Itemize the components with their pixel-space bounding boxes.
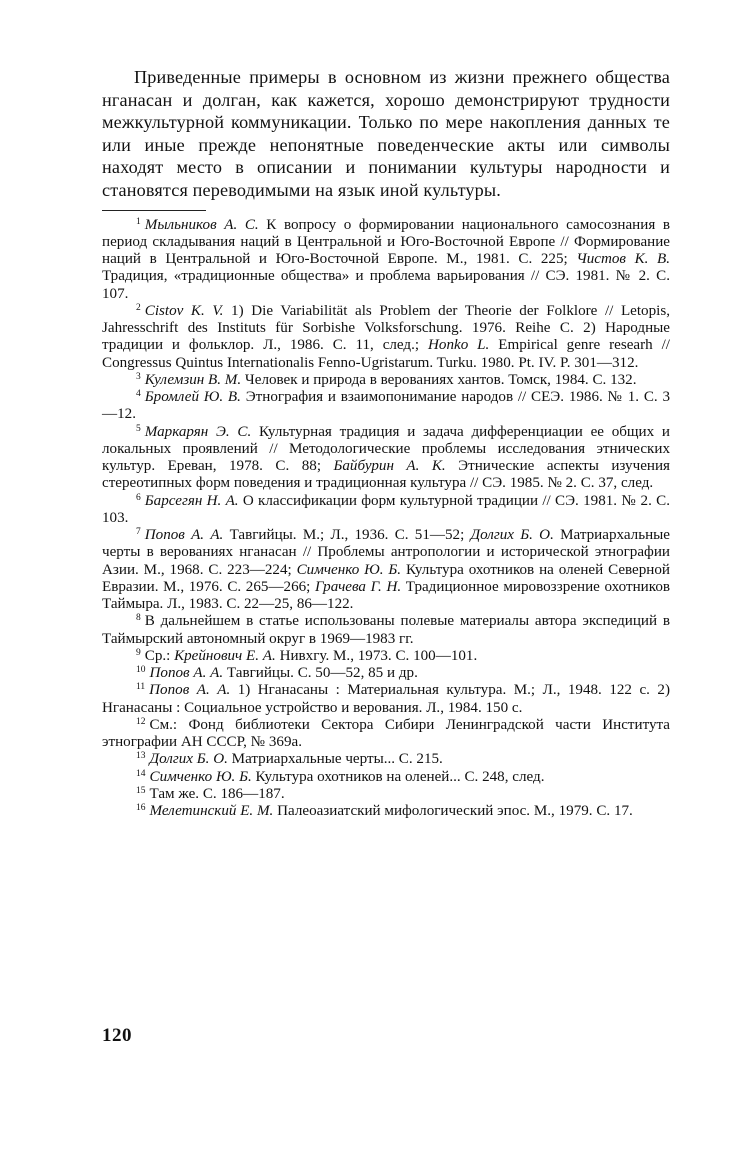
footnote-11 <box>102 682 670 717</box>
footnote-text: Нивхгу. М., 1973. С. 100—101. <box>275 647 478 664</box>
footnote-text: Человек и природа в верованиях хантов. Томск, 1984. С. 132. <box>241 371 637 388</box>
footnote-number: 14 <box>136 768 146 779</box>
footnote-12 <box>102 717 670 752</box>
footnote-2 <box>102 303 670 372</box>
footnote-number: 13 <box>136 751 146 762</box>
footnote-number: 16 <box>136 803 146 814</box>
footnote-1 <box>102 217 670 303</box>
footnote-number: 9 <box>136 647 141 658</box>
footnote-text: См.: Фонд библиотеки Сектора Сибири Ленинградской части Института этнографии АН СССР, № 369а. <box>102 716 670 751</box>
footnote-number: 5 <box>136 423 141 434</box>
footnote-author: Мелетинский Е. М. <box>149 803 274 820</box>
footnote-13 <box>102 751 670 768</box>
footnote-text: Тавгийцы. М.; Л., 1936. С. 51—52; <box>223 527 471 544</box>
footnote-number: 10 <box>136 665 146 676</box>
footnote-text: Культура охотников на оленей... С. 248, след. <box>251 768 545 785</box>
page-number: 120 <box>102 1025 132 1046</box>
footnote-author: Крейнович Е. А. <box>174 647 276 664</box>
footnote-16 <box>102 803 670 820</box>
footnote-3 <box>102 372 670 389</box>
footnote-number: 2 <box>136 302 141 313</box>
footnote-10 <box>102 665 670 682</box>
footnote-number: 6 <box>136 492 141 503</box>
footnote-author: Чистов К. В. <box>576 251 671 268</box>
footnote-author: Байбурин А. К. <box>333 458 446 475</box>
footnote-author: Кулемзин В. М. <box>144 371 242 388</box>
footnote-number: 7 <box>136 527 141 538</box>
main-paragraph: Приведенные примеры в основном из жизни прежнего общества нганасан и долган, как кажется, хорошо демонстрируют трудности межкультурной коммуникации. Только по мере накопления данных те или иные прежде непонятные поведенческие акты или символы находят место в описании и понимании культуры народности и становятся переводимыми на язык иной культуры. <box>102 67 670 200</box>
footnote-text: Матриархальные черты в верованиях нганасан // Проблемы антропологии и исторической этнографии Азии. М., 1968. С. 223—224; <box>102 527 670 578</box>
footnote-number: 15 <box>136 785 146 796</box>
footnote-text: Палеоазиатский мифологический эпос. М., 1979. С. 17. <box>273 803 633 820</box>
footnote-number: 12 <box>136 716 146 727</box>
footnote-author: Попов А. А. <box>149 665 224 682</box>
footnote-author: Попов А. А. <box>149 682 231 699</box>
footnote-author: Симченко Ю. Б. <box>149 768 252 785</box>
footnote-author: Симченко Ю. Б. <box>296 561 402 578</box>
footnote-text: 1) Нганасаны : Материальная культура. М.; Л., 1948. 122 с. 2) Нганасаны : Социальное устройство и верования. Л., 1984. 150 с. <box>102 682 670 716</box>
footnote-text: Традиция, «традиционные общества» и проблема варьирования // СЭ. 1981. № 2. С. 107. <box>102 268 670 302</box>
footnote-text: Культурная традиция и задача дифференциации ее общих и локальных проявлений // Методологические проблемы исследования этнических культур. Ереван, 1978. С. 88; <box>102 423 670 475</box>
footnote-number: 1 <box>136 216 141 227</box>
footnote-5 <box>102 424 670 493</box>
footnote-text: К вопросу о формировании национального самосознания в период складывания наций в Центральной и Юго-Восточной Европе // Формирование наций в Центральной и Юго-Восточной Европе. М., 1981. С. 225; <box>102 216 670 268</box>
footnote-author: Мыльников А. С. <box>144 216 259 233</box>
footnote-number: 4 <box>136 389 141 400</box>
footnote-9 <box>102 648 670 665</box>
footnote-4 <box>102 389 670 424</box>
footnote-author: Бромлей Ю. В. <box>144 389 241 406</box>
footnote-author: Долгих Б. О. <box>470 527 554 544</box>
footnote-text: Этнические аспекты изучения стереотипных форм поведения и традиционная культура // СЭ. 1985. № 2. С. 37, след. <box>102 458 670 492</box>
footnote-author: Барсегян Н. А. <box>144 492 239 509</box>
footnote-15 <box>102 786 670 803</box>
footnote-text: В дальнейшем в статье использованы полевые материалы автора экспедиций в Таймырский автономный округ в 1969—1983 гг. <box>102 613 670 647</box>
footnote-number: 3 <box>136 371 141 382</box>
footnote-author: Honko L. <box>428 337 490 354</box>
footnote-author: Грачева Г. Н. <box>315 578 402 595</box>
footnote-text: Тавгийцы. С. 50—52, 85 и др. <box>223 665 418 682</box>
footnote-8 <box>102 613 670 648</box>
footnote-number: 11 <box>136 682 146 693</box>
footnote-text: Культура охотников на оленей Северной Евразии. М., 1976. С. 265—266; <box>102 561 671 595</box>
footnote-text: Традиционное мировоззрение охотников Таймыра. Л., 1983. С. 22—25, 86—122. <box>102 578 670 613</box>
footnote-author: Долгих Б. О. <box>149 751 228 768</box>
footnote-author: Маркарян Э. С. <box>144 423 252 440</box>
footnote-text: Empirical genre researh // Congressus Quintus Internationalis Fenno-Ugristarum. Turku. 1980. Pt. IV. P. 301—312. <box>102 337 670 371</box>
footnote-7 <box>102 527 670 613</box>
footnote-author: Cistov K. V. <box>144 302 224 319</box>
footnote-separator <box>102 210 206 211</box>
footnote-text: Матриархальные черты... С. 215. <box>227 751 443 768</box>
footnote-author: Попов А. А. <box>144 527 224 544</box>
footnote-text: Ср.: <box>144 647 175 664</box>
footnote-number: 8 <box>136 613 141 624</box>
footnote-text: Этнография и взаимопонимание народов // СЕЭ. 1986. № 1. С. 3—12. <box>102 389 670 423</box>
footnote-text: Там же. С. 186—187. <box>149 785 285 802</box>
footnote-6 <box>102 493 670 528</box>
footnote-text: 1) Die Variabilität als Problem der Theorie der Folklore // Letopis, Jahresschrift des Instituts für Sorbishe Volksforschung. 1976. Reihe C. 2) Народные традиции и фольклор. Л., 1986. С. 11, след.; <box>102 302 670 354</box>
page-body <box>102 66 670 820</box>
footnote-14 <box>102 769 670 786</box>
footnote-text: О классификации форм культурной традиции // СЭ. 1981. № 2. С. 103. <box>102 492 670 526</box>
